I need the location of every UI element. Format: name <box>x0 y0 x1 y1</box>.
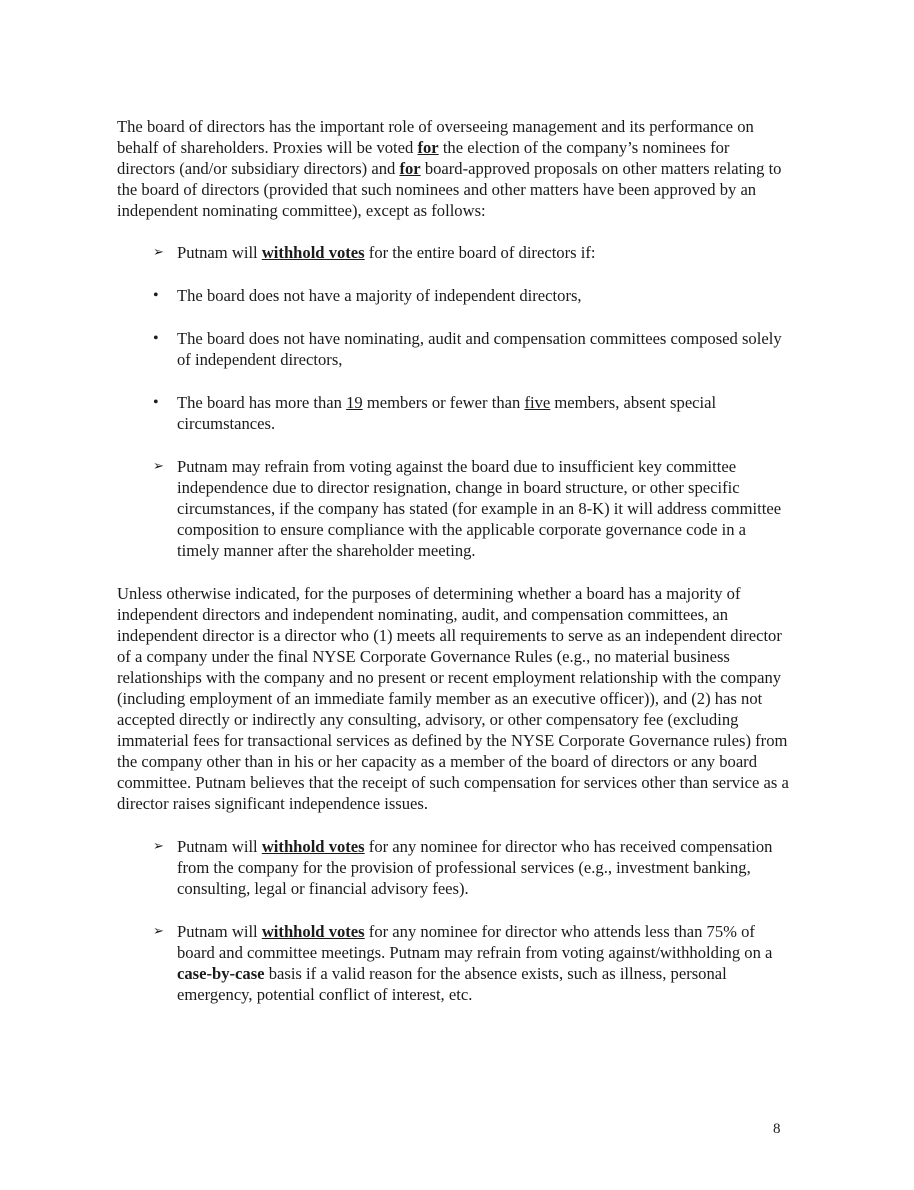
paragraph <box>117 116 789 221</box>
dot-bullet-item <box>117 285 789 306</box>
text-content: Putnam will withhold votes for any nominee for director who attends less than 75% of board and committee meetings. Putnam may refrain from voting against/withholding on a case-by-case basis if a valid reason for the absence exists, such as illness, personal emergency, potential conflict of interest, etc. <box>177 922 773 1004</box>
arrow-bullet-item <box>117 836 789 899</box>
text-content: Unless otherwise indicated, for the purposes of determining whether a board has a majority of independent directors and independent nominating, audit, and compensation committees, an independent director is a director who (1) meets all requirements to serve as an independent director of a company under the final NYSE Corporate Governance Rules (e.g., no material business relationships with the company and no present or recent employment relationship with the company (including employment of an immediate family member as an executive officer)), and (2) has not accepted directly or indirectly any consulting, advisory, or other compensatory fee (excluding immaterial fees for transactional services as defined by the NYSE Corporate Governance rules) from the company other than in his or her capacity as a member of the board of directors or any board committee. Putnam believes that the receipt of such compensation for services other than service as a director raises significant independence issues. <box>117 584 789 813</box>
text-content: Putnam will withhold votes for any nominee for director who has received compensation from the company for the provision of professional services (e.g., investment banking, consulting, legal or financial advisory fees). <box>177 837 773 898</box>
dot-bullet-item <box>117 392 789 434</box>
document-body <box>117 116 789 1027</box>
dot-bullet-icon: • <box>153 394 159 411</box>
paragraph <box>117 583 789 814</box>
page-number: 8 <box>773 1121 781 1137</box>
text-content: The board of directors has the important role of overseeing management and its performance on behalf of shareholders. Proxies will be voted for the election of the company’s nominees for directors (and/or subsidiary directors) and for board-approved proposals on other matters relating to the board of directors (provided that such nominees and other matters have been approved by an independent nominating committee), except as follows: <box>117 117 782 220</box>
arrow-bullet-icon: ➢ <box>153 839 164 854</box>
text-content: The board does not have a majority of independent directors, <box>177 286 582 305</box>
arrow-bullet-icon: ➢ <box>153 924 164 939</box>
dot-bullet-icon: • <box>153 287 159 304</box>
dot-bullet-icon: • <box>153 330 159 347</box>
text-content: The board does not have nominating, audit and compensation committees composed solely of independent directors, <box>177 329 782 369</box>
arrow-bullet-item <box>117 456 789 561</box>
arrow-bullet-item <box>117 242 789 263</box>
text-content: Putnam will withhold votes for the entire board of directors if: <box>177 243 596 262</box>
dot-bullet-item <box>117 328 789 370</box>
text-content: Putnam may refrain from voting against the board due to insufficient key committee independence due to director resignation, change in board structure, or other specific circumstances, if the company has stated (for example in an 8-K) it will address committee composition to ensure compliance with the applicable corporate governance code in a timely manner after the shareholder meeting. <box>177 457 782 560</box>
arrow-bullet-icon: ➢ <box>153 459 164 474</box>
arrow-bullet-item <box>117 921 789 1005</box>
text-content: The board has more than 19 members or fewer than five members, absent special circumstances. <box>177 393 717 433</box>
arrow-bullet-icon: ➢ <box>153 245 164 260</box>
